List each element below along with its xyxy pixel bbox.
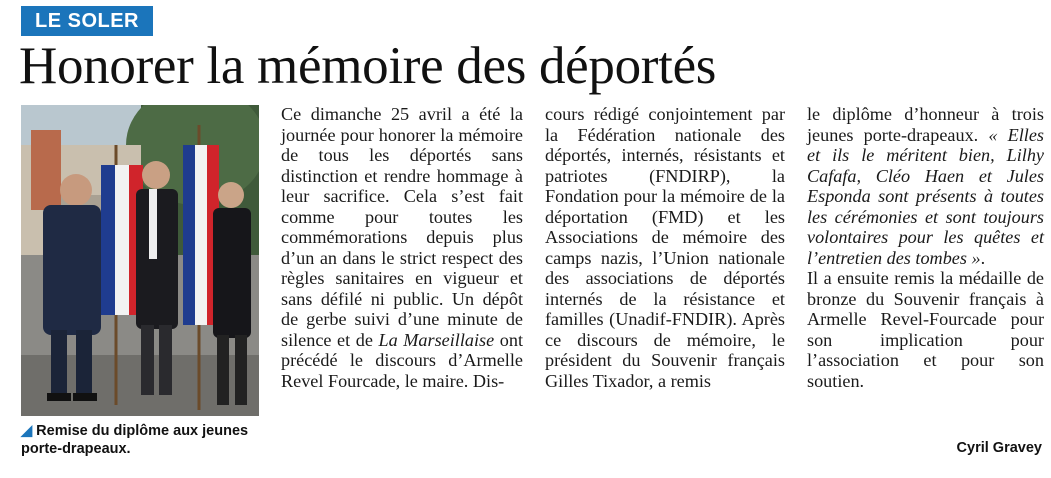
text-run: .: [980, 247, 986, 268]
caption-bullet-icon: ◢: [21, 423, 33, 439]
headline: Honorer la mémoire des déportés: [19, 37, 717, 95]
italic-quote: « Elles et ils le méritent bien, Lilhy Cafafa, Cléo Haen et Jules Esponda sont présents à toutes les cérémonies et sont toujours volontaires pour les quêtes et l’entretien des tombes »: [807, 124, 1044, 268]
article-column-2: [545, 104, 785, 391]
photo-caption: [21, 422, 271, 458]
text-run: Ce dimanche 25 avril a été la journée pour honorer la mémoire de tous les déportés sans distinction et rendre hommage à leur sacrifice. Cela s’est fait comme pour toutes les commémorations depuis plus d’un an dans le strict respect des règles sanitaires en vigueur et sans défilé ni public. Un dépôt de gerbe suivi d’une minute de silence et de: [281, 104, 523, 350]
section-tag: LE SOLER: [21, 6, 153, 36]
text-run: ont précédé le discours d’Armelle Revel Fourcade, le maire. Dis-: [281, 329, 523, 391]
paragraph: [281, 104, 523, 391]
article-column-1: [281, 104, 523, 391]
article-column-3: [807, 104, 1044, 391]
paragraph: Il a ensuite remis la médaille de bronze du Souvenir français à Armelle Revel-Fourcade pour son implication pour l’association et pour son soutien.: [807, 268, 1044, 391]
ceremony-photo-illustration: [21, 105, 259, 416]
paragraph: [807, 104, 1044, 268]
italic-text-run: La Marseillaise: [378, 329, 495, 350]
article-photo: [21, 105, 259, 416]
text-run: le diplôme d’honneur à trois jeunes porte-drapeaux.: [807, 104, 1044, 145]
paragraph: cours rédigé conjointement par la Fédération nationale des déportés, internés, résistants et patriotes (FNDIRP), la Fondation pour la mémoire de la déportation (FMD) et les Associations de mémoire des camps nazis, l’Union nationale des associations de déportés internés de la résistance et familles (Unadif-FNDIR). Après ce discours de mémoire, le président du Souvenir français Gilles Tixador, a remis: [545, 104, 785, 391]
author-byline: Cyril Gravey: [956, 440, 1042, 456]
caption-text: Remise du diplôme aux jeunes porte-drapeaux.: [21, 423, 249, 457]
